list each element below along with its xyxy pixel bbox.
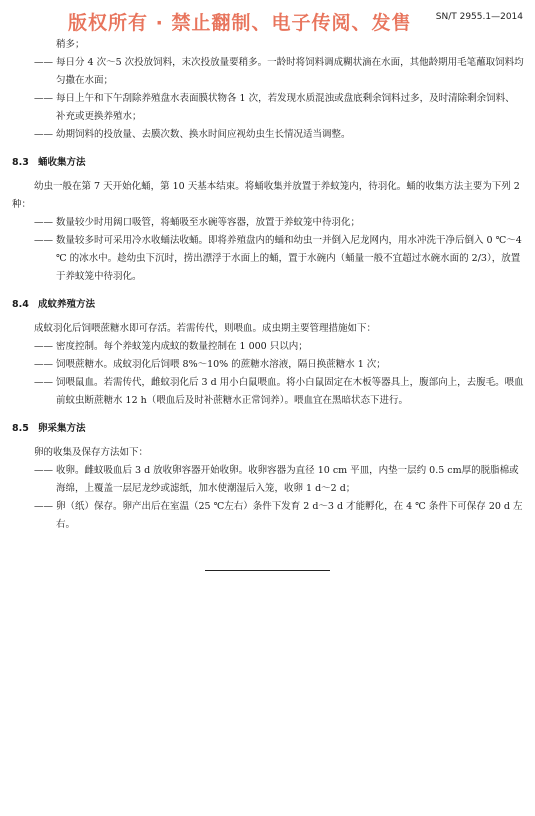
section-number: 8.3: [12, 157, 29, 168]
list-item: [34, 126, 524, 144]
list-item-text: 饲喂蔗糖水。成蚊羽化后饲喂 8%～10% 的蔗糖水溶液，隔日换蔗糖水 1 次；: [56, 359, 386, 370]
list-item-text: 数量较多时可采用冷水收蛹法收蛹。即将养殖盘内的蛹和幼虫一并倒入尼龙网内，用水冲洗干净后倒入 0 ℃～4 ℃ 的冰水中。趁幼虫下沉时，捞出漂浮于水面上的蛹，置于水碗内（蛹量一般不宜超过水碗水面的 2/3），放置于养蚊笼中待羽化。: [56, 235, 522, 282]
end-divider: [205, 570, 330, 571]
list-item: [34, 498, 524, 534]
continued-line: 稍多；: [56, 39, 85, 50]
dash: ——: [34, 359, 53, 370]
dash: ——: [34, 129, 53, 140]
list-item: [34, 232, 524, 286]
section-heading: [12, 420, 524, 438]
list-item-text: 数量较少时用阔口吸管，将蛹吸至水碗等容器，放置于养蚊笼中待羽化；: [56, 217, 361, 228]
dash: ——: [34, 341, 53, 352]
dash: ——: [34, 235, 53, 246]
list-item: [34, 356, 524, 374]
list-item-text: 饲喂鼠血。若需传代，雌蚊羽化后 3 d 用小白鼠喂血。将小白鼠固定在木板等器具上，腹部向上，去腹毛。喂血前蚊虫断蔗糖水 12 h（喂血后及时补蔗糖水正常饲养）。喂血宜在黑暗状态下进行。: [56, 377, 524, 406]
section-heading: [12, 296, 524, 314]
section-number: 8.5: [12, 423, 29, 434]
list-item: [34, 338, 524, 356]
document-body: [12, 36, 524, 534]
dash: ——: [34, 57, 53, 68]
dash: ——: [34, 93, 53, 104]
dash: ——: [34, 217, 53, 228]
list-item: [34, 214, 524, 232]
dash: ——: [34, 377, 53, 388]
list-item-text: 密度控制。每个养蚊笼内成蚊的数量控制在 1 000 只以内；: [56, 341, 308, 352]
list-item-text: 每日上午和下午刮除养殖盘水表面膜状物各 1 次，若发现水质混浊或盘底剩余饲料过多，及时清除剩余饲料、补充或更换养殖水；: [56, 93, 515, 122]
section-title: 卵采集方法: [38, 423, 86, 434]
list-item: [34, 462, 524, 498]
section-intro: 成蚊羽化后饲喂蔗糖水即可存活。若需传代，则喂血。成虫期主要管理措施如下：: [34, 323, 377, 334]
list-item: [34, 374, 524, 410]
dash: ——: [34, 501, 53, 512]
list-item-text: 卵（纸）保存。卵产出后在室温（25 ℃左右）条件下发育 2 d～3 d 才能孵化，在 4 ℃ 条件下可保存 20 d 左右。: [56, 501, 523, 530]
list-item-text: 收卵。雌蚊吸血后 3 d 放收卵容器开始收卵。收卵容器为直径 10 cm 平皿，内垫一层约 0.5 cm厚的脱脂棉或海绵，上覆盖一层尼龙纱或滤纸，加水使潮湿后入笼，收卵 1 d～2 d；: [56, 465, 519, 494]
section-heading: [12, 154, 524, 172]
list-item: [34, 54, 524, 90]
section-intro: 幼虫一般在第 7 天开始化蛹，第 10 天基本结束。将蛹收集并放置于养蚊笼内，待羽化。蛹的收集方法主要为下列 2 种：: [12, 181, 520, 210]
section-title: 蛹收集方法: [38, 157, 86, 168]
list-item: [34, 90, 524, 126]
copyright-watermark: 版权所有 · 禁止翻制、电子传阅、发售: [68, 12, 412, 34]
section-number: 8.4: [12, 299, 29, 310]
dash: ——: [34, 465, 53, 476]
list-item-text: 幼期饲料的投放量、去膜次数、换水时间应视幼虫生长情况适当调整。: [56, 129, 351, 140]
section-title: 成蚊养殖方法: [38, 299, 96, 310]
section-intro: 卵的收集及保存方法如下：: [34, 447, 149, 458]
standard-number: SN/T 2955.1—2014: [435, 12, 523, 22]
list-item-text: 每日分 4 次～5 次投放饲料，末次投放量要稍多。一龄时将饲料调成糊状滴在水面，其他龄期用毛笔蘸取饲料均匀撒在水面；: [56, 57, 524, 86]
